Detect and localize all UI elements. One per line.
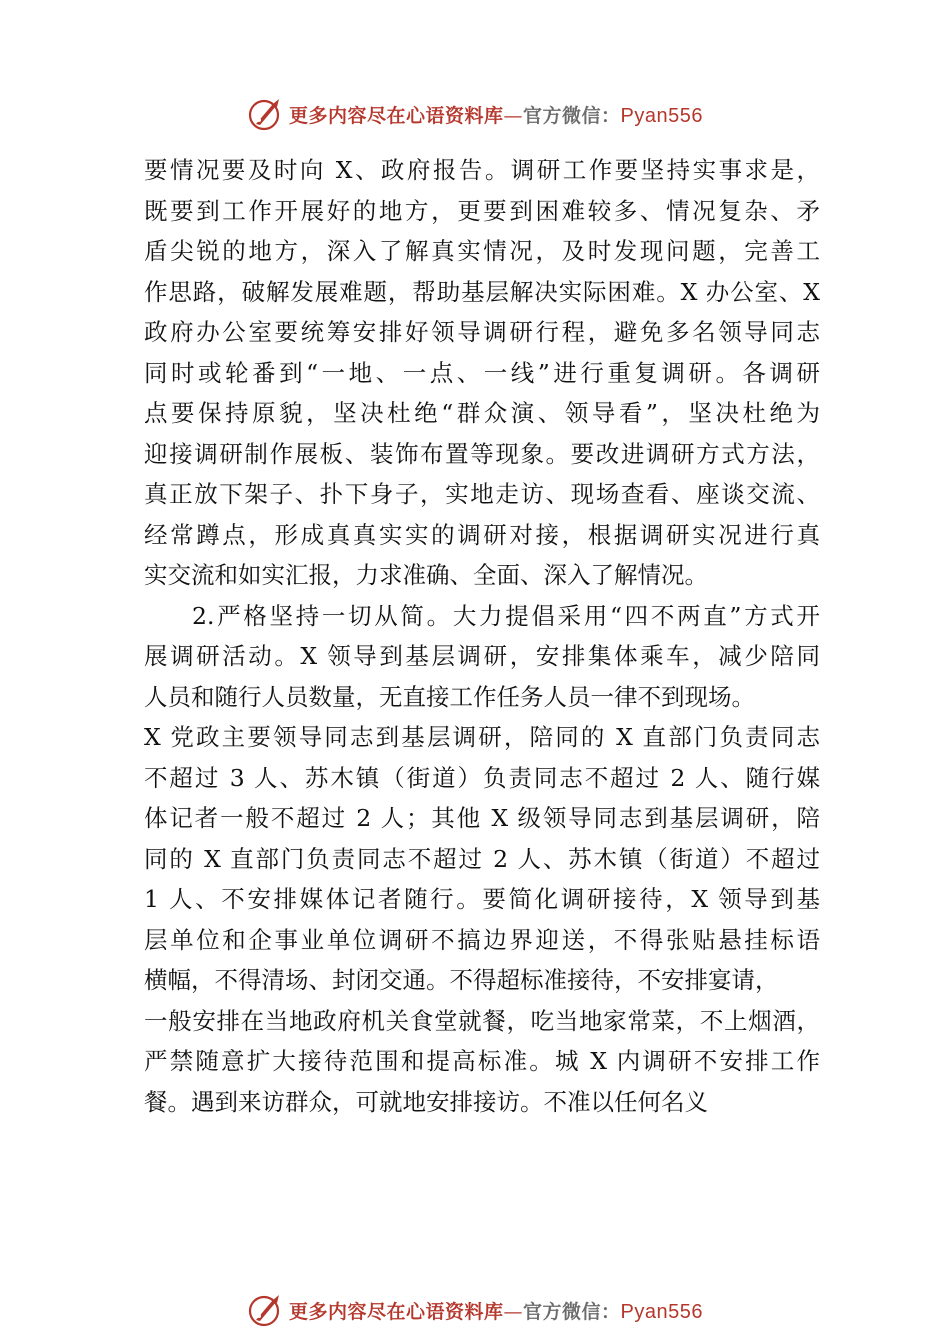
body-line: 实交流和如实汇报，力求准确、全面、深入了解情况。	[144, 561, 708, 589]
header-wechat-label: 官方微信：	[523, 104, 621, 127]
body-line: 一般安排在当地政府机关食堂就餐，吃当地家常菜，不上烟酒，	[144, 1006, 820, 1035]
body-line: 层单位和企事业单位调研不搞边界迎送，不得张贴悬挂标语	[144, 925, 820, 954]
body-line: 盾尖锐的地方，深入了解真实情况，及时发现问题，完善工	[144, 237, 820, 265]
body-line-section-heading: 2.严格坚持一切从简。大力提倡采用“四不两直”方式开	[192, 601, 820, 630]
body-line: 要情况要及时向 X、政府报告。调研工作要坚持实事求是，	[144, 156, 820, 184]
body-line: 餐。遇到来访群众，可就地安排接访。不准以任何名义	[144, 1087, 708, 1116]
header-brand-text: 更多内容尽在心语资料库	[289, 104, 504, 127]
footer-banner	[0, 1290, 950, 1330]
footer-separator: —	[503, 1300, 524, 1323]
body-line: 体记者一般不超过 2 人；其他 X 级领导同志到基层调研，陪	[144, 804, 820, 832]
body-line: 作思路，破解发展难题，帮助基层解决实际困难。X 办公室、X	[144, 277, 820, 306]
body-line: 不超过 3 人、苏木镇（街道）负责同志不超过 2 人、随行媒	[144, 763, 820, 792]
body-line: 迎接调研制作展板、装饰布置等现象。要改进调研方式方法，	[144, 439, 820, 468]
body-line: 同时或轮番到“一地、一点、一线”进行重复调研。各调研	[144, 358, 820, 387]
body-line: 真正放下架子、扑下身子，实地走访、现场查看、座谈交流、	[144, 480, 820, 508]
body-line: 点要保持原貌，坚决杜绝“群众演、领导看”，坚决杜绝为	[144, 399, 820, 427]
footer-wechat-id: Pyan556	[620, 1300, 703, 1323]
header-text	[289, 101, 703, 128]
quill-logo-icon	[247, 96, 283, 132]
quill-logo-icon	[247, 1292, 283, 1328]
header-wechat-id: Pyan556	[620, 104, 703, 127]
footer-brand-text: 更多内容尽在心语资料库	[289, 1300, 504, 1323]
footer-wechat-label: 官方微信：	[523, 1300, 621, 1323]
body-line: 既要到工作开展好的地方，更要到困难较多、情况复杂、矛	[144, 196, 820, 225]
body-line: 展调研活动。X 领导到基层调研，安排集体乘车，减少陪同	[144, 642, 820, 670]
header-separator: —	[503, 104, 524, 127]
body-line: 同的 X 直部门负责同志不超过 2 人、苏木镇（街道）不超过	[144, 844, 820, 873]
body-line: 政府办公室要统筹安排好领导调研行程，避免多名领导同志	[144, 318, 820, 346]
body-line: 人员和随行人员数量，无直接工作任务人员一律不到现场。	[144, 682, 755, 711]
body-line: 严禁随意扩大接待范围和提高标准。城 X 内调研不安排工作	[144, 1047, 820, 1075]
body-line: 横幅，不得清场、封闭交通。不得超标准接待，不安排宴请，	[144, 966, 779, 994]
document-body	[144, 150, 820, 1122]
body-line: 经常蹲点，形成真真实实的调研对接，根据调研实况进行真	[144, 520, 820, 549]
body-line: X 党政主要领导同志到基层调研，陪同的 X 直部门负责同志	[144, 723, 820, 751]
body-line: 1 人、不安排媒体记者随行。要简化调研接待，X 领导到基	[144, 885, 820, 913]
header-banner	[0, 94, 950, 134]
footer-text	[289, 1297, 703, 1324]
